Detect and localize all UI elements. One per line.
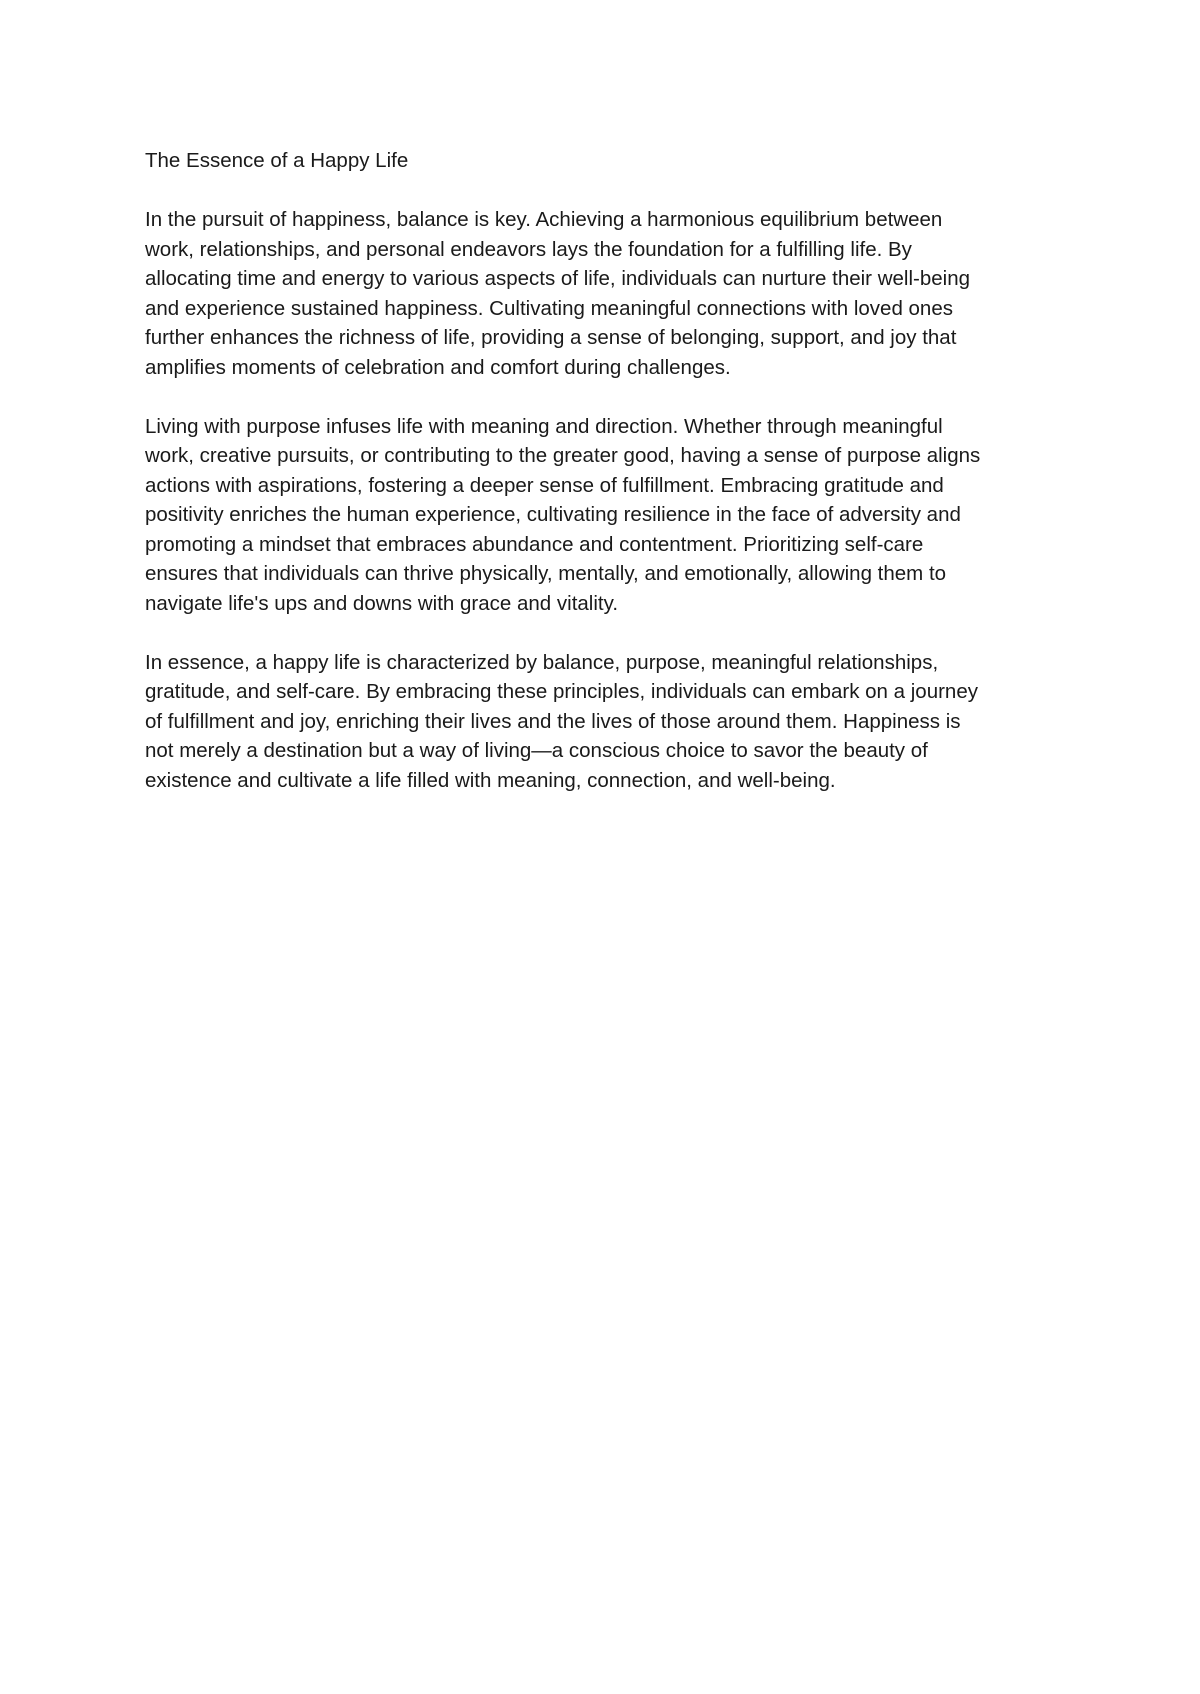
paragraph-line: actions with aspirations, fostering a deeper sense of fulfillment. Embracing gratitude and bbox=[145, 473, 944, 497]
paragraph-line: In the pursuit of happiness, balance is key. Achieving a harmonious equilibrium between bbox=[145, 208, 943, 231]
paragraph-line: further enhances the richness of life, providing a sense of belonging, support, and joy that bbox=[145, 326, 957, 349]
paragraph-purpose bbox=[145, 412, 1065, 619]
paragraph-essence bbox=[145, 648, 1065, 796]
paragraph-line: work, relationships, and personal endeavors lays the foundation for a fulfilling life. By bbox=[145, 237, 912, 261]
paragraph-line: amplifies moments of celebration and comfort during challenges. bbox=[145, 355, 731, 379]
paragraph-line: navigate life's ups and downs with grace and vitality. bbox=[145, 591, 619, 615]
paragraph-line: Living with purpose infuses life with meaning and direction. Whether through meaningful bbox=[145, 414, 943, 438]
paragraph-line: ensures that individuals can thrive physically, mentally, and emotionally, allowing them to bbox=[145, 562, 947, 585]
paragraph-line: positivity enriches the human experience, cultivating resilience in the face of adversity and bbox=[145, 503, 961, 526]
paragraph-line: promoting a mindset that embraces abundance and contentment. Prioritizing self-care bbox=[145, 532, 924, 556]
document-title: The Essence of a Happy Life bbox=[145, 149, 409, 172]
paragraph-line: existence and cultivate a life filled with meaning, connection, and well-being. bbox=[145, 768, 836, 792]
document-body bbox=[145, 146, 1065, 825]
paragraph-line: work, creative pursuits, or contributing to the greater good, having a sense of purpose aligns bbox=[145, 444, 981, 467]
paragraph-line: not merely a destination but a way of living—a conscious choice to savor the beauty of bbox=[145, 739, 928, 762]
paragraph-balance bbox=[145, 205, 1065, 382]
paragraph-line: gratitude, and self-care. By embracing these principles, individuals can embark on a journey bbox=[145, 680, 978, 703]
paragraph-line: of fulfillment and joy, enriching their lives and the lives of those around them. Happiness is bbox=[145, 709, 961, 733]
paragraph-line: allocating time and energy to various aspects of life, individuals can nurture their well-being bbox=[145, 267, 971, 290]
paragraph-line: and experience sustained happiness. Cultivating meaningful connections with loved ones bbox=[145, 296, 953, 320]
paragraph-line: In essence, a happy life is characterized by balance, purpose, meaningful relationships, bbox=[145, 650, 939, 674]
